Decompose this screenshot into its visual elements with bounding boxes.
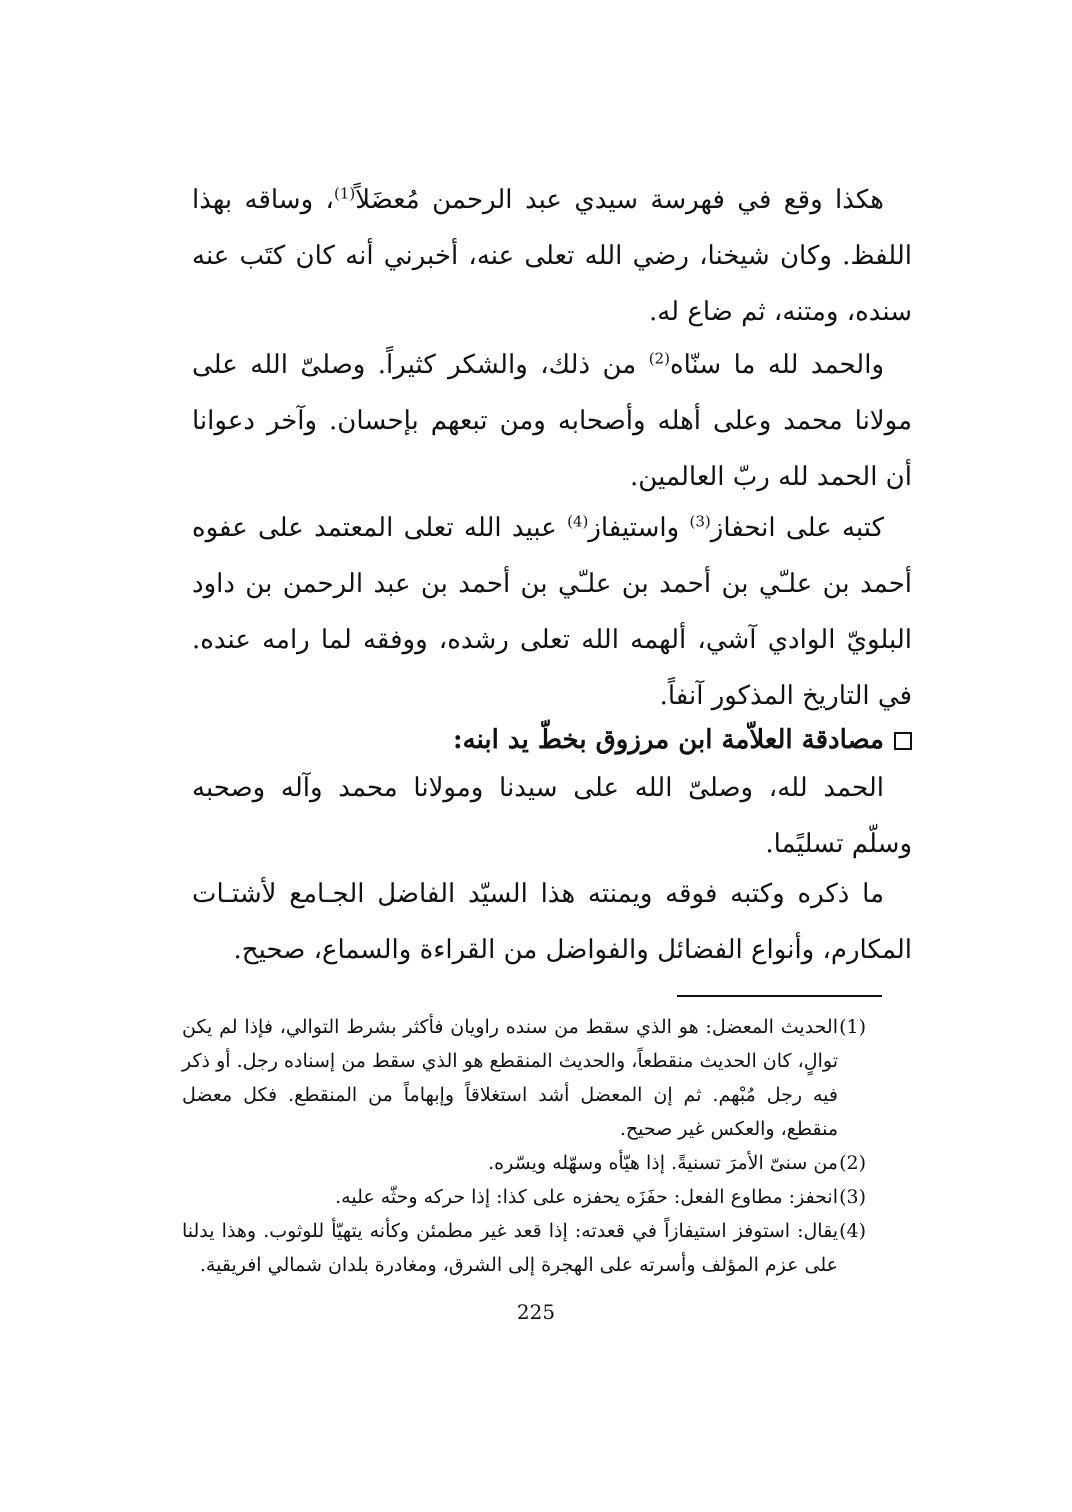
paragraph-2 <box>192 337 912 505</box>
paragraph-1 <box>192 172 912 340</box>
paragraph-3 <box>192 500 912 724</box>
footnote-number: (3) <box>839 1186 866 1208</box>
paragraph-2-part-a: والحمد لله ما سنّاه <box>669 350 885 380</box>
square-bullet-icon <box>894 732 912 750</box>
footnote-ref-1: (1) <box>333 184 356 203</box>
section-heading-text: مصادقة العلاّمة ابن مرزوق بخطّ يد ابنه: <box>453 725 884 755</box>
paragraph-1-part-b: ، وساقه بهذا اللفظ. وكان شيخنا، رضي الله تعلى عنه، أخبرني أنه كان كتَب عنه سنده، ومتنه، ثم ضاع له. <box>192 185 912 327</box>
footnote-number: (2) <box>839 1152 866 1174</box>
footnote-text: انحفز: مطاوع الفعل: حفَزَه يحفزه على كذا: إذا حركه وحثّه عليه. <box>335 1186 838 1208</box>
section-heading <box>192 715 912 765</box>
footnote-3 <box>182 1180 882 1214</box>
paragraph-3-part-c: عبيد الله تعلى المعتمد على عفوه أحمد بن علـّي بن أحمد بن علـّي بن أحمد بن عبد الرحمن بن داود البلويّ الوادي آشي، ألهمه الله تعلى رشده، ووفقه لما رامه عنده. في التاريخ المذكور آنفاً. <box>192 513 912 711</box>
footnote-text: الحديث المعضل: هو الذي سقط من سنده راويان فأكثر بشرط التوالي، فإذا لم يكن توالٍ، كان الحديث منقطعاً، والحديث المنقطع هو الذي سقط من إسناده رجل. أو ذكر فيه رجل مُبْهم. ثم إن المعضل أشد استغلاقاً وإبهاماً من المنقطع. فكل معضل منقطع، والعكس غير صحيح. <box>182 1016 838 1140</box>
paragraph-2-part-b: من ذلك، والشكر كثيراً. وصلىّ الله على مولانا محمد وعلى أهله وأصحابه ومن تبعهم بإحسان. وآخر دعوانا أن الحمد لله ربّ العالمين. <box>192 350 912 492</box>
footnote-text: يقال: استوفز استيفازاً في قعدته: إذا قعد غير مطمئن وكأنه يتهيّأ للوثوب. وهذا يدلنا على عزم المؤلف وأسرته على الهجرة إلى الشرق، ومغادرة بلدان شمالي افريقية. <box>182 1220 838 1276</box>
paragraph-5-text: ما ذكره وكتبه فوقه ويمنته هذا السيّد الفاضل الجـامع لأشتـات المكارم، وأنواع الفضائل والفواضل من القراءة والسماع، صحيح. <box>192 879 912 965</box>
footnote-1 <box>182 1010 882 1146</box>
paragraph-3-part-a: كتبه على انحفاز <box>710 513 885 543</box>
page-number: 225 <box>516 1300 556 1324</box>
paragraph-3-text <box>192 500 912 724</box>
footnote-ref-3: (3) <box>689 512 711 531</box>
footnote-number: (1) <box>839 1016 866 1038</box>
footnote-divider <box>677 995 882 997</box>
paragraph-3-part-b: واستيفاز <box>588 513 690 543</box>
footnotes <box>182 1010 882 1282</box>
paragraph-4 <box>192 760 912 872</box>
paragraph-1-part-a: هكذا وقع في فهرسة سيدي عبد الرحمن مُعضَلاً <box>355 185 884 215</box>
paragraph-5 <box>192 866 912 978</box>
paragraph-1-text <box>192 172 912 340</box>
paragraph-4-text: الحمد لله، وصلىّ الله على سيدنا ومولانا محمد وآله وصحبه وسلّم تسليًما. <box>192 773 912 859</box>
paragraph-2-text <box>192 337 912 505</box>
footnote-4 <box>182 1214 882 1282</box>
footnote-ref-2: (2) <box>648 349 670 368</box>
footnote-2 <box>182 1146 882 1180</box>
footnote-text: من سنىّ الأمرَ تسنيةً. إذا هيّأه وسهّله ويسّره. <box>488 1152 838 1174</box>
footnote-number: (4) <box>839 1220 866 1242</box>
footnote-ref-4: (4) <box>567 512 589 531</box>
